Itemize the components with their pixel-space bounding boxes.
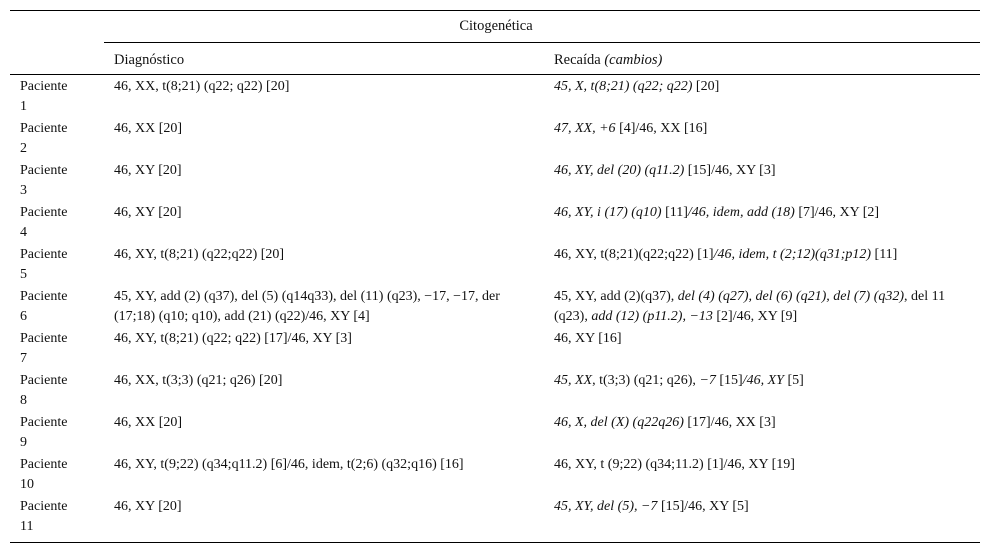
recaida-cell <box>554 77 964 97</box>
recaida-text: [15] <box>715 373 743 388</box>
header-diagnostico: Diagnóstico <box>114 52 185 68</box>
diagnostico-cell: 46, XY, t(9;22) (q34;q11.2) [6]/46, idem, t(2;6) (q32;q16) [16] <box>114 457 464 472</box>
patient-label: Paciente <box>20 499 68 514</box>
patient-cell <box>20 497 104 537</box>
recaida-change-text: /46, idem, add (18) <box>687 205 795 220</box>
patient-cell <box>20 371 104 411</box>
diagnostico-cell: 46, XX [20] <box>114 415 183 430</box>
recaida-change-text: 47, XX, +6 <box>554 121 616 136</box>
table-row <box>0 455 992 497</box>
patient-cell <box>20 119 104 159</box>
patient-label: Paciente <box>20 331 68 346</box>
patient-cell <box>20 287 104 327</box>
recaida-change-text: 46, X, del (X) (q22q26) <box>554 415 684 430</box>
patient-number: 9 <box>20 435 27 450</box>
recaida-text: [11] <box>871 247 898 262</box>
recaida-change-text: add (12) (p11.2), −13 <box>591 309 713 324</box>
patient-label: Paciente <box>20 205 68 220</box>
recaida-text: , del 11 (q23), <box>554 289 946 324</box>
patient-cell <box>20 245 104 285</box>
patient-number: 4 <box>20 225 27 240</box>
recaida-text: [20] <box>692 79 720 94</box>
group-rule <box>104 42 980 43</box>
diagnostico-cell: 46, XY, t(8;21) (q22; q22) [17]/46, XY [3] <box>114 331 352 346</box>
recaida-text: 46, XY [16] <box>554 331 622 346</box>
recaida-cell <box>554 287 964 327</box>
recaida-cell <box>554 371 964 391</box>
recaida-text: [7]/46, XY [2] <box>794 205 880 220</box>
patient-label: Paciente <box>20 289 68 304</box>
recaida-cell <box>554 161 964 181</box>
patient-number: 2 <box>20 141 27 156</box>
recaida-text: [2]/46, XY [9] <box>712 309 798 324</box>
patient-number: 6 <box>20 309 27 324</box>
patient-cell <box>20 413 104 453</box>
patient-cell <box>20 203 104 243</box>
top-rule <box>10 10 980 11</box>
recaida-cell <box>554 245 964 265</box>
recaida-cell <box>554 455 964 475</box>
recaida-text: [15]/46, XY [3] <box>684 163 776 178</box>
diagnostico-cell: 45, XY, add (2) (q37), del (5) (q14q33), del (11) (q23), −17, −17, der (17;18) (q10; q10), add (21) (q22)/46, XY [4] <box>114 289 500 324</box>
patient-number: 10 <box>20 477 34 492</box>
recaida-text: [4]/46, XX [16] <box>615 121 708 136</box>
recaida-text: 46, XY, t(8;21)(q22;q22) [1] <box>554 247 714 262</box>
bottom-rule <box>10 542 980 543</box>
recaida-change-text: 46, XY, i (17) (q10) <box>554 205 662 220</box>
header-recaida-note: (cambios) <box>604 52 663 68</box>
patient-label: Paciente <box>20 121 68 136</box>
patient-number: 1 <box>20 99 27 114</box>
patient-number: 3 <box>20 183 27 198</box>
recaida-change-text: del (4) (q27), del (6) (q21), del (7) (q32) <box>677 289 905 304</box>
recaida-change-text: /46, XY <box>742 373 784 388</box>
patient-cell <box>20 161 104 201</box>
recaida-text: 46, XY, t (9;22) (q34;11.2) [1]/46, XY [19] <box>554 457 795 472</box>
patient-number: 11 <box>20 519 34 534</box>
recaida-text: [5] <box>783 373 804 388</box>
table-row <box>0 119 992 161</box>
table-row <box>0 329 992 371</box>
table-row <box>0 287 992 329</box>
recaida-cell <box>554 119 964 139</box>
recaida-text: 45, XY, add (2)(q37), <box>554 289 678 304</box>
header-rule <box>10 74 980 75</box>
recaida-text: , t(3;3) (q21; q26), <box>592 373 700 388</box>
table-row <box>0 497 992 539</box>
patient-cell <box>20 455 104 495</box>
patient-label: Paciente <box>20 79 68 94</box>
table-row <box>0 77 992 119</box>
diagnostico-cell: 46, XY [20] <box>114 163 182 178</box>
header-recaida <box>554 52 662 69</box>
recaida-change-text: 45, XY, del (5), −7 <box>554 499 658 514</box>
table-row <box>0 371 992 413</box>
patient-cell <box>20 77 104 117</box>
table-row <box>0 413 992 455</box>
patient-label: Paciente <box>20 457 68 472</box>
diagnostico-cell: 46, XX, t(3;3) (q21; q26) [20] <box>114 373 283 388</box>
recaida-change-text: 46, XY, del (20) (q11.2) <box>554 163 685 178</box>
group-header: Citogenética <box>459 18 533 34</box>
patient-label: Paciente <box>20 373 68 388</box>
patient-number: 8 <box>20 393 27 408</box>
recaida-change-text: /46, idem, t (2;12)(q31;p12) <box>713 247 872 262</box>
patient-cell <box>20 329 104 369</box>
patient-label: Paciente <box>20 247 68 262</box>
patient-number: 7 <box>20 351 27 366</box>
recaida-text: [17]/46, XX [3] <box>683 415 776 430</box>
recaida-change-text: 45, X, t(8;21) (q22; q22) <box>554 79 693 94</box>
recaida-change-text: 45, XX <box>554 373 593 388</box>
patient-label: Paciente <box>20 415 68 430</box>
table-row <box>0 245 992 287</box>
recaida-change-text: −7 <box>699 373 716 388</box>
diagnostico-cell: 46, XX [20] <box>114 121 183 136</box>
recaida-cell <box>554 329 964 349</box>
table-row <box>0 203 992 245</box>
diagnostico-cell: 46, XY [20] <box>114 205 182 220</box>
header-recaida-label: Recaída <box>554 52 605 68</box>
table-row <box>0 161 992 203</box>
diagnostico-cell: 46, XX, t(8;21) (q22; q22) [20] <box>114 79 290 94</box>
patient-number: 5 <box>20 267 27 282</box>
recaida-text: [11] <box>661 205 688 220</box>
diagnostico-cell: 46, XY [20] <box>114 499 182 514</box>
recaida-text: [15]/46, XY [5] <box>657 499 749 514</box>
recaida-cell <box>554 203 964 223</box>
diagnostico-cell: 46, XY, t(8;21) (q22;q22) [20] <box>114 247 285 262</box>
recaida-cell <box>554 413 964 433</box>
patient-label: Paciente <box>20 163 68 178</box>
recaida-cell <box>554 497 964 517</box>
